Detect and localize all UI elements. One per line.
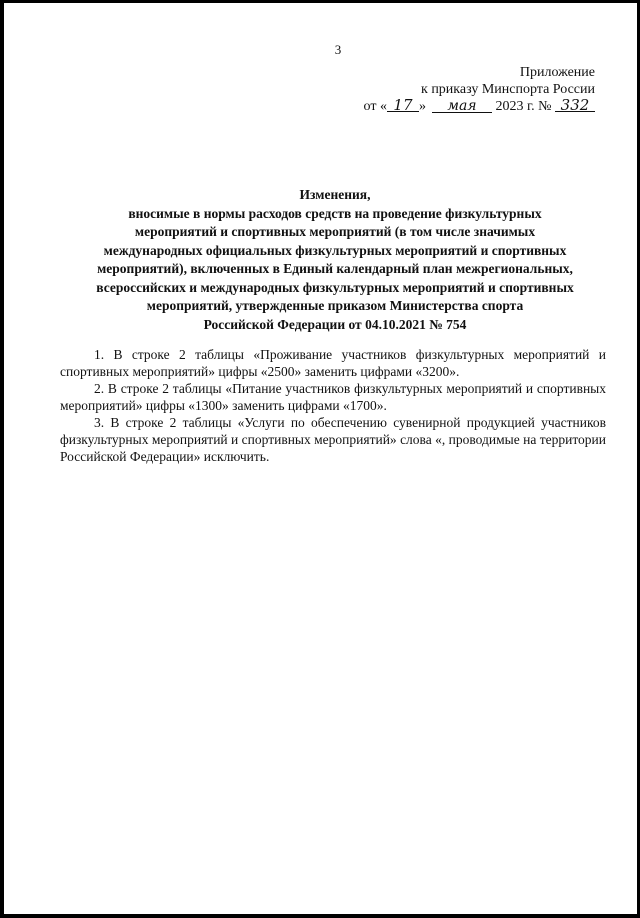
appendix-order-ref: к приказу Минспорта России: [421, 82, 595, 97]
handwritten-month: мая: [432, 100, 492, 113]
heading-line: мероприятий и спортивных мероприятий (в том числе значимых: [134, 224, 536, 239]
heading-line: мероприятий, утвержденные приказом Министерства спорта: [146, 298, 524, 313]
handwritten-order-number: 332: [555, 99, 595, 112]
document-heading: [50, 186, 620, 334]
date-mid: »: [418, 99, 426, 114]
handwritten-day: 17: [387, 99, 419, 112]
paragraph-1: 1. В строке 2 таблицы «Проживание участников физкультурных мероприятий и спортивных мероприятий» цифры «2500» заменить цифрами «3200».: [60, 347, 606, 379]
heading-line: Российской Федерации от 04.10.2021 № 754: [203, 316, 467, 332]
appendix-title: Приложение: [519, 65, 595, 80]
heading-line: вносимые в нормы расходов средств на проведение физкультурных: [128, 205, 542, 221]
page-number: 3: [334, 42, 342, 57]
paragraph-3: 3. В строке 2 таблицы «Услуги по обеспечению сувенирной продукцией участников физкультурных мероприятий и спортивных мероприятий» слова «, проводимые на территории Российской Федерации» исключить.: [60, 415, 606, 464]
date-prefix: от «: [363, 99, 387, 114]
document-body: [60, 346, 606, 465]
heading-line: международных официальных физкультурных мероприятий и спортивных: [103, 242, 567, 258]
heading-line: Изменения,: [299, 187, 371, 202]
scan-border-top: [0, 0, 640, 3]
scan-border-bottom: [0, 914, 640, 918]
date-suffix: 2023 г. №: [491, 99, 555, 114]
paragraph-2: 2. В строке 2 таблицы «Питание участников физкультурных мероприятий и спортивных мероприятий» цифры «1300» заменить цифрами «1700».: [60, 381, 606, 413]
heading-line: всероссийских и международных физкультурных мероприятий и спортивных: [96, 279, 574, 295]
appendix-block: [325, 64, 595, 115]
scan-border-left: [0, 0, 4, 918]
appendix-date-line: [325, 98, 595, 115]
heading-line: мероприятий), включенных в Единый календарный план межрегиональных,: [97, 261, 573, 276]
